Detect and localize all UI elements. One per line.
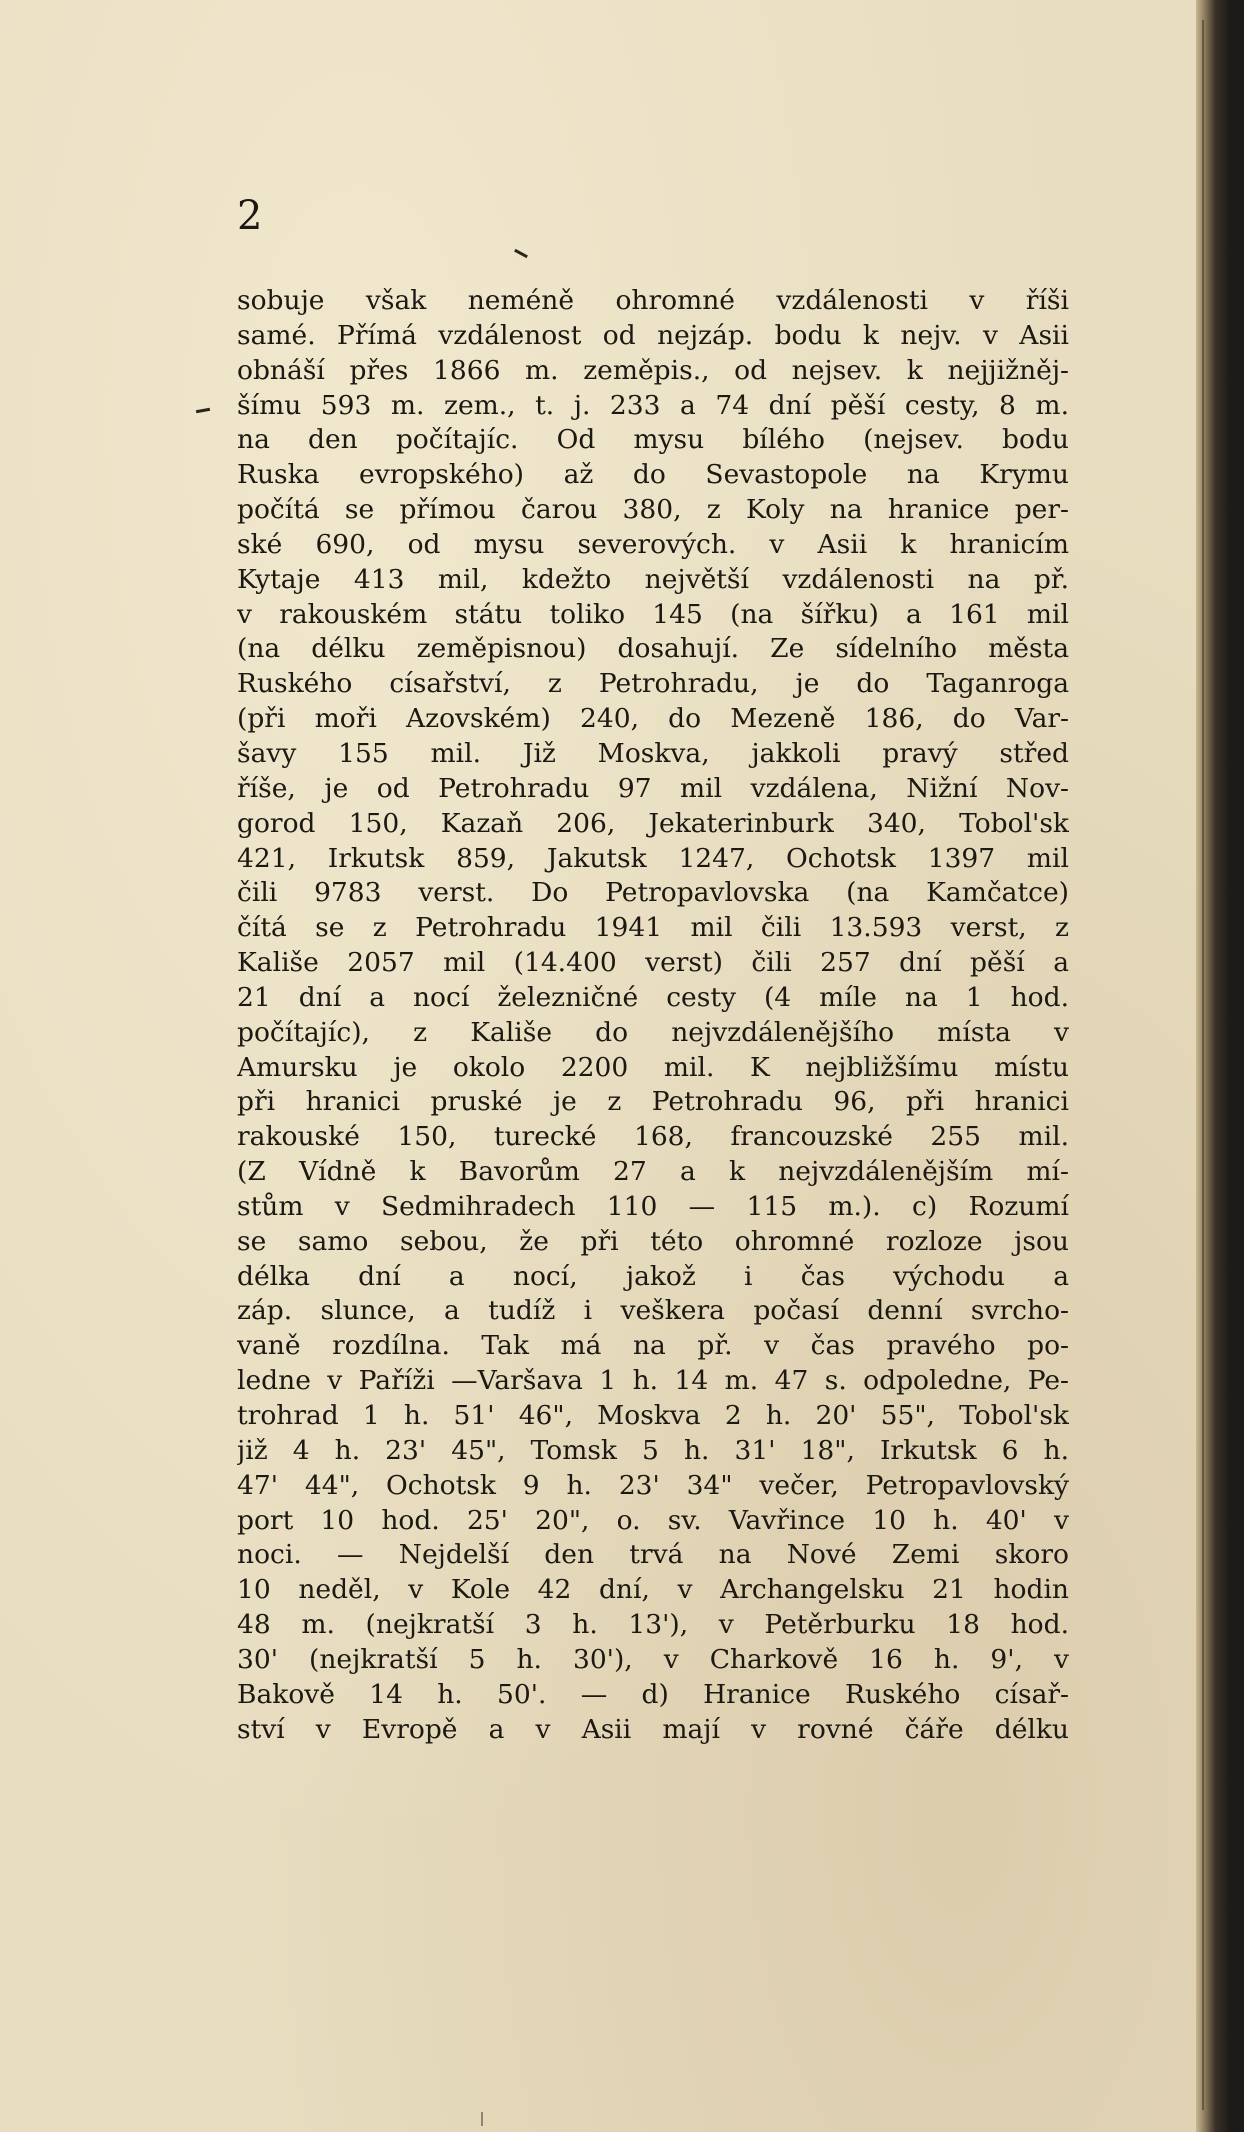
text-line: říše, je od Petrohradu 97 mil vzdálena, Nižní Nov- xyxy=(237,772,1069,804)
text-line: noci. — Nejdelší den trvá na Nové Zemi skoro xyxy=(237,1539,1069,1571)
text-line: 47' 44", Ochotsk 9 h. 23' 34" večer, Petropavlovský xyxy=(237,1469,1069,1501)
text-line: (Z Vídně k Bavorům 27 a k nejvzdálenějším mí- xyxy=(237,1156,1069,1188)
text-line: počítajíc), z Kališe do nejvzdálenějšího místa v xyxy=(237,1016,1069,1048)
text-line: šavy 155 mil. Již Moskva, jakkoli pravý střed xyxy=(237,737,1069,769)
text-line: Ruska evropského) až do Sevastopole na Krymu xyxy=(237,459,1069,491)
page-number: 2 xyxy=(237,193,263,239)
text-line: 421, Irkutsk 859, Jakutsk 1247, Ochotsk 1397 mil xyxy=(237,842,1069,874)
text-line: stům v Sedmihradech 110 — 115 m.). c) Rozumí xyxy=(237,1190,1069,1222)
stray-ink-mark xyxy=(481,2112,483,2126)
margin-dash-mark xyxy=(196,408,210,413)
ink-tick-mark xyxy=(514,249,528,258)
text-line: 30' (nejkratší 5 h. 30'), v Charkově 16 h. 9', v xyxy=(237,1643,1069,1675)
body-text xyxy=(237,284,1069,1747)
text-line: (při moři Azovském) 240, do Mezeně 186, do Var- xyxy=(237,703,1069,735)
text-line: při hranici pruské je z Petrohradu 96, při hranici xyxy=(237,1086,1069,1118)
text-line: 21 dní a nocí železničné cesty (4 míle na 1 hod. xyxy=(237,981,1069,1013)
text-line: Bakově 14 h. 50'. — d) Hranice Ruského císař- xyxy=(237,1678,1069,1710)
text-line: na den počítajíc. Od mysu bílého (nejsev. bodu xyxy=(237,424,1069,456)
text-line: délka dní a nocí, jakož i čas východu a xyxy=(237,1260,1069,1292)
text-line: záp. slunce, a tudíž i veškera počasí denní svrcho- xyxy=(237,1295,1069,1327)
text-line: vaně rozdílna. Tak má na př. v čas pravého po- xyxy=(237,1330,1069,1362)
text-line: 48 m. (nejkratší 3 h. 13'), v Petěrburku 18 hod. xyxy=(237,1609,1069,1641)
text-line: obnáší přes 1866 m. zeměpis., od nejsev. k nejjižněj- xyxy=(237,354,1069,386)
text-line: port 10 hod. 25' 20", o. sv. Vavřince 10 h. 40' v xyxy=(237,1504,1069,1536)
text-line: rakouské 150, turecké 168, francouzské 255 mil. xyxy=(237,1121,1069,1153)
text-line: ství v Evropě a v Asii mají v rovné čáře délku xyxy=(237,1713,1069,1745)
text-line: čítá se z Petrohradu 1941 mil čili 13.593 verst, z xyxy=(237,912,1069,944)
text-line: trohrad 1 h. 51' 46", Moskva 2 h. 20' 55", Tobol'sk xyxy=(237,1400,1069,1431)
text-line: (na délku zeměpisnou) dosahují. Ze sídelního města xyxy=(237,633,1069,665)
text-line: čili 9783 verst. Do Petropavlovska (na Kamčatce) xyxy=(237,877,1069,909)
text-line: ské 690, od mysu severových. v Asii k hranicím xyxy=(237,528,1069,560)
text-line: v rakouském státu toliko 145 (na šířku) a 161 mil xyxy=(237,598,1069,630)
text-line: Ruského císařství, z Petrohradu, je do Taganroga xyxy=(237,668,1069,700)
text-line: se samo sebou, že při této ohromné rozloze jsou xyxy=(237,1225,1069,1257)
text-line: Kytaje 413 mil, kdežto největší vzdálenosti na př. xyxy=(237,563,1069,595)
text-line: počítá se přímou čarou 380, z Koly na hranice per- xyxy=(237,494,1069,526)
text-line: gorod 150, Kazaň 206, Jekaterinburk 340, Tobol'sk xyxy=(237,807,1069,839)
text-line: šímu 593 m. zem., t. j. 233 a 74 dní pěší cesty, 8 m. xyxy=(237,389,1069,421)
text-line: samé. Přímá vzdálenost od nejzáp. bodu k nejv. v Asii xyxy=(237,319,1069,351)
text-line: Kališe 2057 mil (14.400 verst) čili 257 dní pěší a xyxy=(237,947,1069,979)
text-line: Amursku je okolo 2200 mil. K nejbližšímu místu xyxy=(237,1051,1069,1083)
text-line: již 4 h. 23' 45", Tomsk 5 h. 31' 18", Irkutsk 6 h. xyxy=(237,1434,1069,1466)
text-line: ledne v Paříži —Varšava 1 h. 14 m. 47 s. odpoledne, Pe- xyxy=(237,1365,1069,1397)
text-line: 10 neděl, v Kole 42 dní, v Archangelsku 21 hodin xyxy=(237,1574,1069,1606)
text-line: sobuje však neméně ohromné vzdálenosti v říši xyxy=(237,285,1069,316)
binding-fold-line xyxy=(1202,20,1204,2110)
